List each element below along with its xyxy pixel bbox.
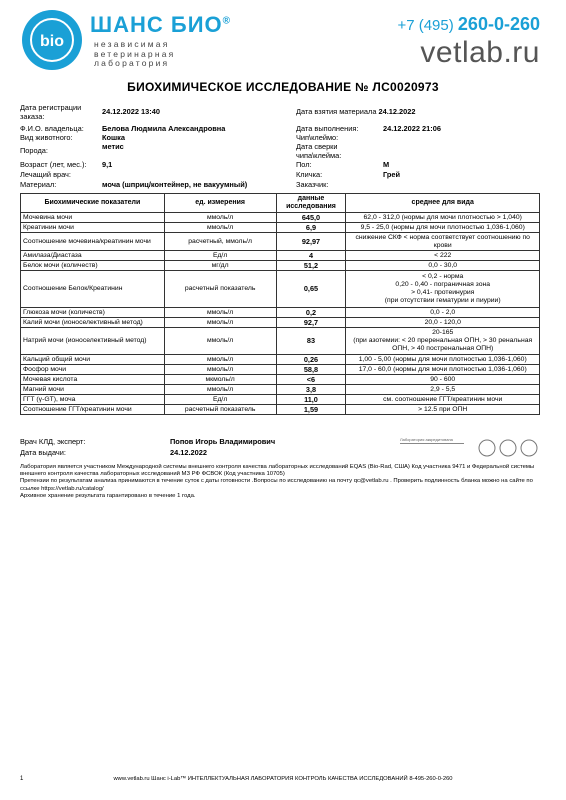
nick-label: Кличка: <box>296 170 323 179</box>
row-value: 1,59 <box>276 405 346 415</box>
svg-text:bio: bio <box>40 33 64 50</box>
row-unit: Ед/л <box>164 251 276 261</box>
sex-label: Пол: <box>296 160 312 169</box>
row-name: Белок мочи (количеств) <box>21 261 165 271</box>
table-row <box>21 385 540 395</box>
customer-label: Заказчик: <box>296 180 329 189</box>
signer-label: Врач КЛД, эксперт: <box>20 437 86 446</box>
row-name: Соотношение Белок/Креатинин <box>21 271 165 308</box>
done-date-value: 24.12.2022 21:06 <box>383 124 441 133</box>
row-value: 11,0 <box>276 395 346 405</box>
issue-date-value: 24.12.2022 <box>170 448 207 457</box>
col-header-ref: среднее для вида <box>346 194 540 213</box>
table-row <box>21 271 540 308</box>
row-unit: ммоль/л <box>164 355 276 365</box>
reg-date-value: 24.12.2022 13:40 <box>102 107 160 116</box>
row-ref: < 0,2 - норма 0,20 - 0,40 - пограничная зона > 0,41- протеинурия (при отсутствии гематурии и пиурии) <box>346 271 540 308</box>
note-line: Лаборатория является участником Международной системы внешнего контроля качества лабораторных исследований EQAS (Bio-Rad, США) Код участника 9471 и Федеральной системы внешнего контроля качества лабораторных исследований МЗ РФ ФСВОК (Код участника 10705) <box>20 464 535 478</box>
table-row <box>21 375 540 385</box>
row-ref: 0,0 - 2,0 <box>346 308 540 318</box>
row-unit: мкмоль/л <box>164 375 276 385</box>
table-row <box>21 308 540 318</box>
row-unit: расчетный, ммоль/л <box>164 233 276 251</box>
note-line: Архивное хранение результата гарантировано в течение 1 года. <box>20 492 196 499</box>
row-ref: 90 - 600 <box>346 375 540 385</box>
row-unit: ммоль/л <box>164 328 276 355</box>
row-name: Фосфор мочи <box>21 365 165 375</box>
row-value: 92,7 <box>276 318 346 328</box>
footer-text: www.vetlab.ru Шанс i-Lab™ ИНТЕЛЛЕКТУАЛЬНАЯ ЛАБОРАТОРИЯ КОНТРОЛЬ КАЧЕСТВА ИССЛЕДОВАНИЙ 8-495-260-0-260 <box>113 776 453 782</box>
row-ref: 9,5 - 25,0 (нормы для мочи плотностью 1,036-1,060) <box>346 223 540 233</box>
row-name: Мочевая кислота <box>21 375 165 385</box>
brand-tagline: независимая ветеринарная лаборатория <box>94 39 176 68</box>
species-label: Вид животного: <box>20 133 73 142</box>
row-unit: ммоль/л <box>164 365 276 375</box>
row-ref: снижение СКФ < норма соответствует соотношению по крови <box>346 233 540 251</box>
accreditation-stamp: Лаборатория аккредитована <box>400 437 470 444</box>
sex-value: М <box>383 160 390 169</box>
results-table <box>20 193 540 415</box>
row-unit: расчетный показатель <box>164 271 276 308</box>
note-line: Претензии по результатам анализа принимаются в течение суток с даты готовности .Вопросы по исследованию на почту qc@vetlab.ru . Проверить подлинность бланка можно на сайте по ссылке https://vetlab.ru/catalog/ <box>20 478 533 492</box>
row-value: 92,97 <box>276 233 346 251</box>
row-unit: расчетный показатель <box>164 405 276 415</box>
row-value: 645,0 <box>276 213 346 223</box>
row-name: Магний мочи <box>21 385 165 395</box>
row-name: Креатинин мочи <box>21 223 165 233</box>
notes-block <box>20 464 540 500</box>
row-value: 4 <box>276 251 346 261</box>
table-row <box>21 223 540 233</box>
table-row <box>21 405 540 415</box>
row-ref: 62,0 - 312,0 (нормы для мочи плотностью > 1,040) <box>346 213 540 223</box>
row-value: 0,65 <box>276 271 346 308</box>
row-ref: 20-165 (при азотемии: < 20 преренальная ОПН, > 30 ренальная ОПН, > 40 постренальная ОПН) <box>346 328 540 355</box>
signer-name: Попов Игорь Владимирович <box>170 437 276 446</box>
col-header-name: Биохимические показатели <box>21 194 165 213</box>
row-value: 6,9 <box>276 223 346 233</box>
col-header-unit: ед. измерения <box>164 194 276 213</box>
taken-date-label: Дата взятия материала 24.12.2022 <box>296 107 416 116</box>
row-ref: 17,0 - 60,0 (нормы для мочи плотностью 1,036-1,060) <box>346 365 540 375</box>
chip-label: Чип\клеймо: <box>296 133 339 142</box>
row-name: Соотношение ГГТ/креатинин мочи <box>21 405 165 415</box>
row-name: Натрий мочи (ионоселективный метод) <box>21 328 165 355</box>
page-number: 1 <box>20 776 24 782</box>
row-value: 3,8 <box>276 385 346 395</box>
document-title: БИОХИМИЧЕСКОЕ ИССЛЕДОВАНИЕ № ЛС0020973 <box>127 80 439 94</box>
row-value: 58,8 <box>276 365 346 375</box>
nick-value: Грей <box>383 170 401 179</box>
age-label: Возраст (лет, мес.): <box>20 160 87 169</box>
row-ref: 0,0 - 30,0 <box>346 261 540 271</box>
row-value: 83 <box>276 328 346 355</box>
col-header-value: данные исследования <box>276 194 346 213</box>
reg-date-label: Дата регистрации заказа: <box>20 103 82 121</box>
row-unit: мг/дл <box>164 261 276 271</box>
certification-marks-icon <box>478 438 538 458</box>
table-row <box>21 251 540 261</box>
row-name: Калий мочи (ионоселективный метод) <box>21 318 165 328</box>
owner-value: Белова Людмила Александровна <box>102 124 226 133</box>
row-value: <6 <box>276 375 346 385</box>
table-row <box>21 261 540 271</box>
table-row <box>21 365 540 375</box>
bio-logo-icon <box>22 10 82 70</box>
phone-number: +7 (495) 260-0-260 <box>397 14 540 34</box>
row-name: Глюкоза мочи (количеств) <box>21 308 165 318</box>
row-unit: ммоль/л <box>164 318 276 328</box>
table-row <box>21 395 540 405</box>
row-unit: ммоль/л <box>164 385 276 395</box>
species-value: Кошка <box>102 133 125 142</box>
table-row <box>21 233 540 251</box>
row-name: ГГТ (γ-GT), моча <box>21 395 165 405</box>
table-row <box>21 355 540 365</box>
chip-check-label: Дата сверки чипа\клейма: <box>296 142 342 160</box>
row-value: 51,2 <box>276 261 346 271</box>
breed-value: метис <box>102 142 124 151</box>
issue-date-label: Дата выдачи: <box>20 448 66 457</box>
row-ref: 20,0 - 120,0 <box>346 318 540 328</box>
table-row <box>21 213 540 223</box>
table-row <box>21 328 540 355</box>
row-ref: 1,00 - 5,00 (нормы для мочи плотностью 1,036-1,060) <box>346 355 540 365</box>
row-name: Кальций общий мочи <box>21 355 165 365</box>
row-ref: > 12.5 при ОПН <box>346 405 540 415</box>
material-value: моча (шприц/контейнер, не вакуумный) <box>102 180 248 189</box>
material-label: Материал: <box>20 180 57 189</box>
site-link[interactable]: vetlab.ru <box>420 36 540 69</box>
row-name: Амилаза/Диастаза <box>21 251 165 261</box>
row-name: Мочевина мочи <box>21 213 165 223</box>
owner-label: Ф.И.О. владельца: <box>20 124 84 133</box>
row-unit: Ед/л <box>164 395 276 405</box>
row-value: 0,26 <box>276 355 346 365</box>
brand-name: ШАНС БИО® <box>90 12 231 37</box>
row-ref: см. соотношение ГГТ/креатинин мочи <box>346 395 540 405</box>
breed-label: Порода: <box>20 146 48 155</box>
table-row <box>21 318 540 328</box>
row-unit: ммоль/л <box>164 223 276 233</box>
age-value: 9,1 <box>102 160 113 169</box>
doctor-label: Лечащий врач: <box>20 170 71 179</box>
row-value: 0,2 <box>276 308 346 318</box>
row-name: Соотношение мочевина/креатинин мочи <box>21 233 165 251</box>
row-ref: < 222 <box>346 251 540 261</box>
done-date-label: Дата выполнения: <box>296 124 359 133</box>
row-unit: ммоль/л <box>164 308 276 318</box>
row-unit: ммоль/л <box>164 213 276 223</box>
row-ref: 2,9 - 5,5 <box>346 385 540 395</box>
